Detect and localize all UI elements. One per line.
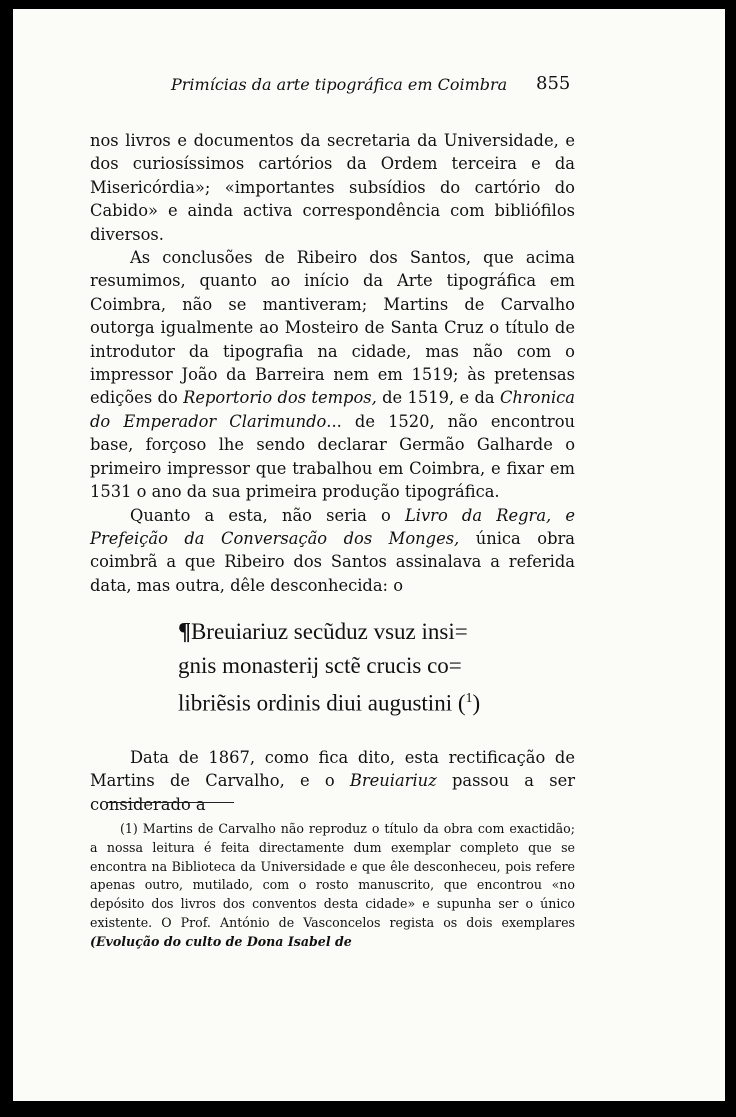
footnotes — [90, 820, 575, 952]
quote-line-1-text: Breuiariuz secũduz vsuz insi= — [190, 619, 468, 645]
paragraph-4 — [90, 746, 575, 816]
main-text — [90, 129, 575, 816]
paragraph-2-italic-2: Chronica do Emperador Clarimundo — [90, 388, 575, 431]
pilcrow-icon: ¶ — [178, 619, 191, 646]
paragraph-2-text-c: ... de 1520, não encontrou base, forçoso lhe sendo declarar Germão Galharde o primeiro impressor que trabalhou em Coimbra, e fixar em 1531 o ano da sua primeira produção tipográfica. — [90, 411, 576, 502]
paragraph-2-text-a: As conclusões de Ribeiro dos Santos, que acima resumimos, quanto ao início da Arte tipográfica em Coimbra, não se mantiveram; Martins de Carvalho outorga igualmente ao Mosteiro de Santa Cruz o título de introdutor da tipografia na cidade, mas não com o impressor João da Barreira nem em 1519; às pretensas edições do — [90, 248, 575, 408]
paragraph-1: nos livros e documentos da secretaria da Universidade, e dos curiosíssimos cartórios da Ordem terceira e da Misericórdia»; «importantes subsídios do cartório do Cabido» e ainda activa correspondência com bibliófilos diversos. — [90, 131, 575, 244]
quote-line-3-text: libriẽsis ordinis diui augustini ( — [178, 690, 466, 716]
quote-line-1 — [178, 615, 575, 649]
footnote-1 — [90, 820, 575, 952]
breviary-title-quote — [178, 615, 575, 720]
footnote-separator — [106, 802, 234, 803]
paragraph-4-text-b: passou a ser considerado a — [90, 771, 575, 814]
paragraph-4-text-a: Data de 1867, como fica dito, esta rectificação de Martins de Carvalho, e o — [90, 747, 575, 791]
quote-line-3 — [178, 682, 575, 720]
page-number: 855 — [536, 73, 571, 94]
footnote-italic: (Evolução do culto de Dona Isabel de — [90, 933, 352, 949]
paragraph-2-italic-1: Reportorio dos tempos, — [183, 388, 377, 408]
footnote-reference: 1 — [465, 691, 473, 707]
paragraph-3-italic: Livro da Regra, e Prefeição da Conversação dos Monges, — [90, 505, 576, 548]
paragraph-2-text-b: de 1519, e da — [376, 388, 500, 408]
running-title: Primícias da arte tipográfica em Coimbra — [171, 75, 508, 94]
book-page — [13, 9, 725, 1101]
quote-line-3-close: ) — [472, 690, 481, 716]
paragraph-2 — [90, 246, 575, 503]
paragraph-3 — [90, 504, 575, 598]
footnote-text: Martins de Carvalho não reproduz o título da obra com exactidão; a nossa leitura é feita directamente dum exemplar completo que se encontra na Biblioteca da Universidade e que êle desconheceu, pois refere apenas outro, mutilado, com o rosto manuscrito, que encontrou «no depósito dos livros dos conventos desta cidade» e supunha ser o único existente. O Prof. António de Vasconcelos regista os dois exemplares — [90, 821, 575, 930]
quote-line-2: gnis monasterij sctẽ crucis co= — [178, 653, 462, 679]
footnote-marker: (1) — [120, 821, 138, 836]
paragraph-4-italic: Breuiariuz — [349, 771, 437, 791]
paragraph-3-text-b: única obra coimbrã a que Ribeiro dos Santos assinalava a referida data, mas outra, dêle desconhecida: o — [90, 528, 575, 595]
paragraph-3-text-a: Quanto a esta, não seria o — [130, 505, 405, 525]
